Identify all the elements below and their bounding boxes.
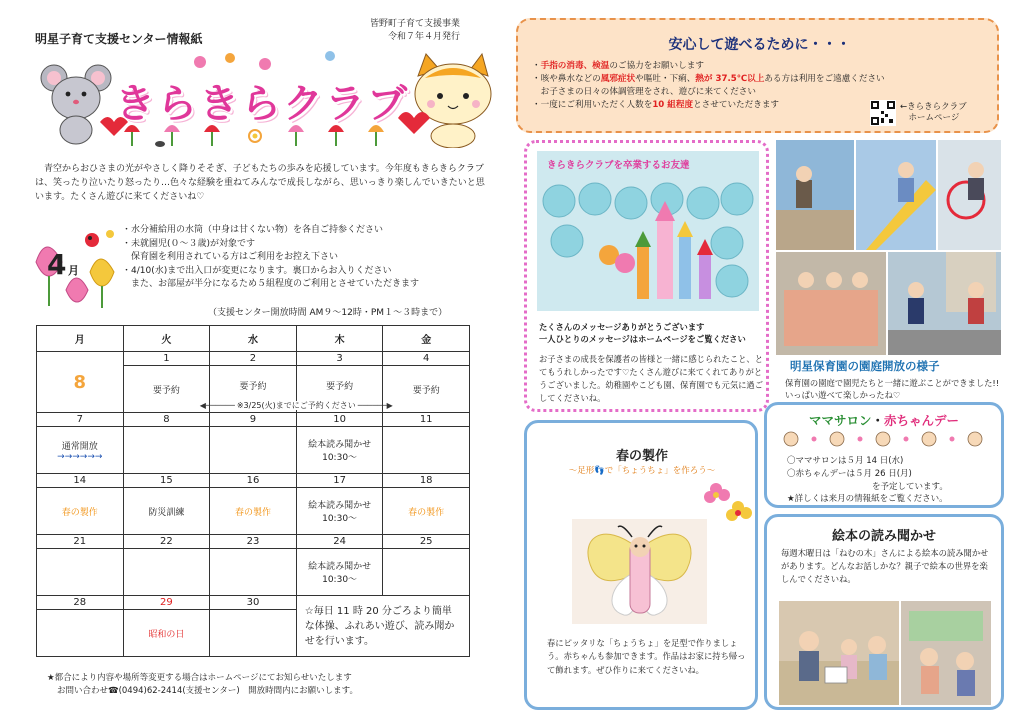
safety-item: ・咳や鼻水などの風邪症状や嘔吐・下痢、熱が 37.5℃以上ある方は利用をご遠慮ください xyxy=(532,73,885,84)
safety-item: ・一度にご利用いただく人数を10 組程度とさせていただきます xyxy=(532,99,780,110)
salon-section xyxy=(764,402,1004,508)
notice-item: また、お部屋が半分になるため５組程度のご利用とさせていただきます xyxy=(122,279,420,289)
message-board-illustration xyxy=(537,151,759,311)
date-cell: 8 xyxy=(123,413,210,427)
date-cell: 30 xyxy=(210,596,297,610)
graduation-section xyxy=(524,140,769,412)
weekday-header: 火 xyxy=(123,326,210,352)
weekday-header: 金 xyxy=(383,326,470,352)
story-time-photos xyxy=(779,601,991,705)
april-calendar xyxy=(36,325,470,657)
newsletter-org-name: 明星子育て支援センター情報紙 xyxy=(35,32,203,46)
date-cell: 11 xyxy=(383,413,470,427)
event-label: 通常開放 xyxy=(61,441,98,452)
date-cell: 22 xyxy=(123,535,210,549)
story-title: 絵本の読み聞かせ xyxy=(831,529,936,544)
date-cell: 1 xyxy=(123,352,210,366)
craft-text: 春にピッタリな「ちょうちょ」を足型で作りましょう。赤ちゃんも参加できます。作品はお家に持ち帰って飾れます。ぜひ作りに来てくださいね。 xyxy=(547,638,746,675)
date-cell: 9 xyxy=(210,413,297,427)
publisher-info xyxy=(350,18,460,44)
event-cell xyxy=(37,427,124,474)
date-cell: 7 xyxy=(37,413,124,427)
event-cell xyxy=(37,549,124,596)
month-number: 4 xyxy=(47,248,67,281)
publisher: 皆野町子育て支援事業 xyxy=(369,19,460,29)
event-cell: 絵本読み聞かせ 10:30～ xyxy=(296,427,383,474)
photo-title: きらきらクラブを卒業するお友達 xyxy=(547,160,690,171)
event-cell: 昭和の日 xyxy=(123,610,210,657)
event-label: 要予約 xyxy=(124,366,211,412)
date-cell: 14 xyxy=(37,474,124,488)
mouse-illustration xyxy=(41,65,111,144)
daily-activity-note: ☆毎日 11 時 20 分ごろより簡単な体操、ふれあい遊び、読み聞かせを行います。 xyxy=(296,596,469,657)
event-cell xyxy=(210,549,297,596)
event-cell: 絵本読み聞かせ 10:30～ xyxy=(296,488,383,535)
intro-paragraph: 青空からおひさまの光がやさしく降りそそぎ、子どもたちの歩みを応援しています。今年度もきらきらクラブは、笑ったり泣いたり怒ったり…色々な経験を重ねてみんなで成長しながら、思いっきり楽しんでいきたいと思います。たくさん遊びに来てくださいね♡ xyxy=(35,164,485,202)
event-cell xyxy=(123,549,210,596)
garden-text: 保育園の園庭で園児たちと一緒に遊ぶことができました!!いっぱい遊べて楽しかったね♡ xyxy=(785,378,1000,401)
sparkle-8-icon: 8 xyxy=(73,371,87,393)
salon-text: 〇ママサロンは５月 14 日(水) 〇赤ちゃんデーは５月 26 日(月) を予定しています。 ★詳しくは来月の情報紙をご覧ください。 xyxy=(787,456,948,505)
date-cell: 29 xyxy=(123,596,210,610)
baby-faces-decoration xyxy=(777,429,992,449)
notice-item: ・未就園児(０～３歳)が対象です xyxy=(122,238,256,249)
event-cell: 春の製作 xyxy=(210,488,297,535)
date-cell: 28 xyxy=(37,596,124,610)
weekday-header: 水 xyxy=(210,326,297,352)
notice-item: ・水分補給用の水筒（中身は甘くない物）を各自ご持参ください xyxy=(122,225,384,235)
issue-date: 令和７年４月発行 xyxy=(387,32,460,43)
notice-list xyxy=(122,224,492,292)
garden-title: 明星保育園の園庭開放の様子 xyxy=(790,359,940,373)
graduation-text: お子さまの成長を保護者の皆様と一緒に感じられたこと、とてもうれしかったです♡たくさん遊びに来てくれてありがとうございました。幼稚園やこども園、保育園でも元気に過ごしてくださいね。 xyxy=(539,354,764,403)
weekday-header: 月 xyxy=(37,326,124,352)
butterfly-craft-photo xyxy=(572,519,707,624)
date-cell: 18 xyxy=(383,474,470,488)
event-label: 要予約 xyxy=(412,385,440,396)
month-badge xyxy=(30,226,130,312)
spring-craft-section xyxy=(524,420,758,710)
homepage-qr-code[interactable] xyxy=(870,100,896,126)
open-hours: （支援センター開放時間 AM９～12時・PM１～３時まで） xyxy=(208,308,448,318)
qr-label: ←きらきらクラブ ホームページ xyxy=(900,102,967,124)
event-cell: 絵本読み聞かせ 10:30～ xyxy=(296,549,383,596)
flower-icon xyxy=(702,479,752,523)
event-label: 要予約 xyxy=(297,366,384,412)
date-cell xyxy=(37,352,124,413)
craft-subtitle: ～足形👣で「ちょうちょ」を作ろう～ xyxy=(568,466,716,476)
safety-title: 安心して遊べるために・・・ xyxy=(668,37,851,53)
event-cell xyxy=(210,427,297,474)
date-cell: 25 xyxy=(383,535,470,549)
date-cell: 24 xyxy=(296,535,383,549)
graduation-board-photo xyxy=(537,151,759,311)
footer-change-notice: ★都合により内容や場所等変更する場合はホームページにてお知らせいたします xyxy=(47,673,352,683)
reservation-deadline: ◀────── ※3/25(火)までにご予約ください ──────▶ xyxy=(199,401,393,410)
event-cell xyxy=(210,610,297,657)
graduation-caption: たくさんのメッセージありがとうございます 一人ひとりのメッセージはホームページをご覧ください xyxy=(539,322,746,345)
arrow-icon: →→→→→→ xyxy=(57,451,103,462)
safety-item: ・手指の消毒、検温のご協力をお願いします xyxy=(532,61,704,71)
notice-item: 保育園を利用されている方はご利用をお控え下さい xyxy=(122,252,339,262)
date-cell: 15 xyxy=(123,474,210,488)
reservation-row xyxy=(123,366,469,413)
newsletter-title: きらきらクラブ xyxy=(115,81,409,127)
date-cell: 2 xyxy=(210,352,297,366)
safety-notice-box xyxy=(516,18,999,133)
event-cell xyxy=(383,549,470,596)
event-cell xyxy=(383,427,470,474)
event-cell xyxy=(123,427,210,474)
cat-illustration xyxy=(398,54,491,148)
story-text: 毎週木曜日は「ねむの木」さんによる絵本の読み聞かせがあります。どんなお話しかな？親子で絵本の世界を楽しんでくださいね。 xyxy=(781,548,989,584)
event-cell xyxy=(37,610,124,657)
date-cell: 10 xyxy=(296,413,383,427)
date-cell: 21 xyxy=(37,535,124,549)
craft-title: 春の製作 xyxy=(615,449,668,464)
weekday-header: 木 xyxy=(296,326,383,352)
footer-notes xyxy=(47,672,477,698)
date-cell: 17 xyxy=(296,474,383,488)
date-cell: 3 xyxy=(296,352,383,366)
event-cell: 春の製作 xyxy=(37,488,124,535)
salon-title: ママサロン・赤ちゃんデー xyxy=(808,413,960,428)
event-label: 要予約 xyxy=(210,366,297,412)
month-tulips-illustration xyxy=(30,226,130,312)
date-cell: 23 xyxy=(210,535,297,549)
event-cell: 春の製作 xyxy=(383,488,470,535)
footer-contact: お問い合わせ☎(0494)62-2414(支援センター) 開放時間内にお願いします。 xyxy=(57,686,358,697)
month-unit: 月 xyxy=(68,264,79,277)
notice-item: ・4/10(水)まで出入口が変更になります。裏口からお入りください xyxy=(122,265,392,276)
date-cell: 4 xyxy=(383,352,470,366)
story-time-section xyxy=(764,514,1004,710)
date-cell: 16 xyxy=(210,474,297,488)
event-cell: 防災訓練 xyxy=(123,488,210,535)
safety-item: お子さまの日々の体調管理をされ、遊びに来てください xyxy=(532,86,756,97)
garden-photo-collage xyxy=(776,140,1001,355)
